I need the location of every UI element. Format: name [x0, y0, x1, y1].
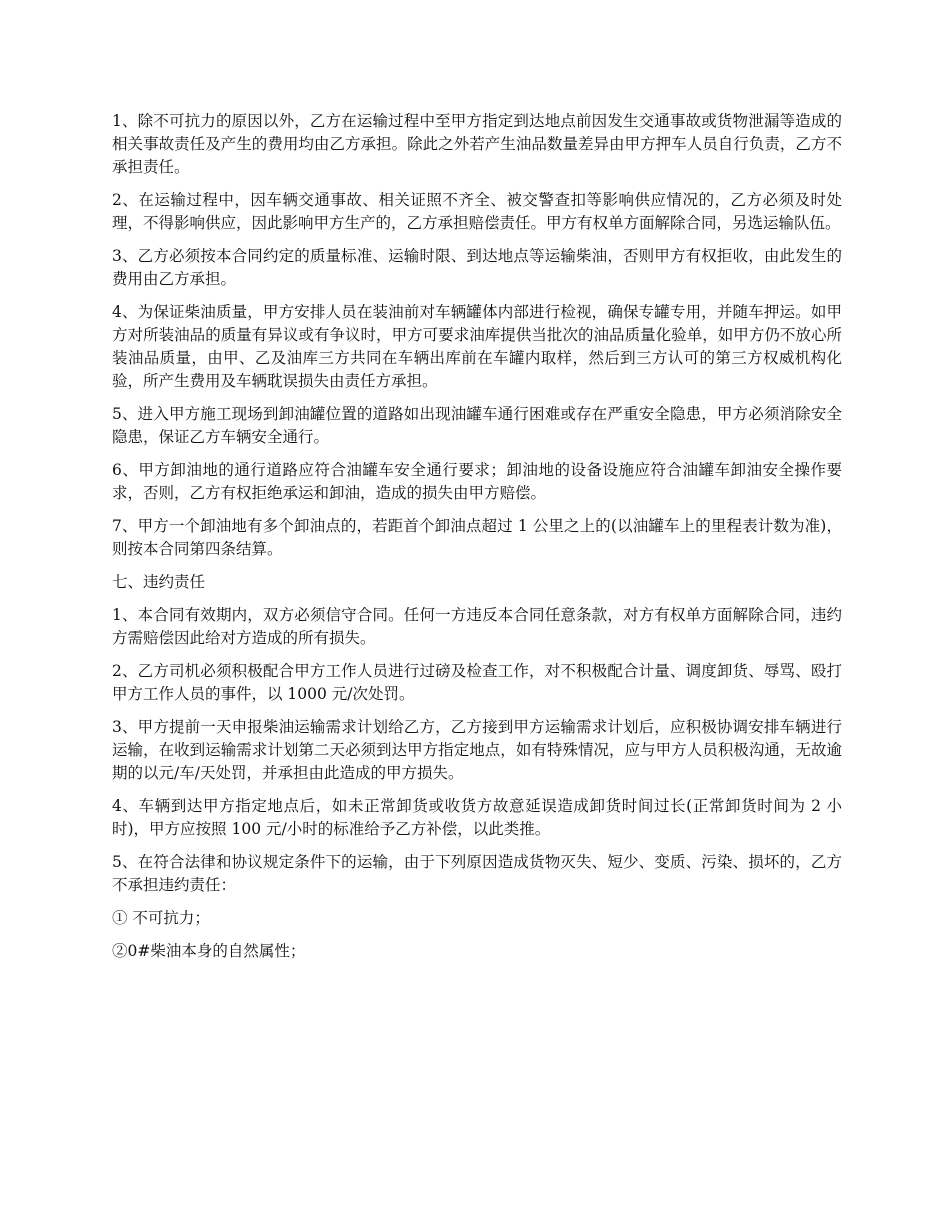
- clause-paragraph: 4、车辆到达甲方指定地点后，如未正常卸货或收货方故意延误造成卸货时间过长(正常卸货时间为 2 小时)，甲方应按照 100 元/小时的标准给予乙方补偿，以此类推。: [112, 797, 842, 838]
- list-item: ②0#柴油本身的自然属性；: [112, 942, 306, 960]
- clause-paragraph: 4、为保证柴油质量，甲方安排人员在装油前对车辆罐体内部进行检视，确保专罐专用，并随车押运。如甲方对所装油品的质量有异议或有争议时，甲方可要求油库提供当批次的油品质量化验单，如甲方仍不放心所装油品质量，由甲、乙及油库三方共同在车辆出库前在车罐内取样，然后到三方认可的第三方权威机构化验，所产生费用及车辆耽误损失由责任方承担。: [112, 303, 842, 390]
- clause-paragraph: 1、除不可抗力的原因以外，乙方在运输过程中至甲方指定到达地点前因发生交通事故或货物泄漏等造成的相关事故责任及产生的费用均由乙方承担。除此之外若产生油品数量差异由甲方押车人员自行负责，乙方不承担责任。: [112, 112, 842, 176]
- clause-paragraph: 1、本合同有效期内，双方必须信守合同。任何一方违反本合同任意条款，对方有权单方面解除合同，违约方需赔偿因此给对方造成的所有损失。: [112, 606, 842, 647]
- clause-paragraph: 5、进入甲方施工现场到卸油罐位置的道路如出现油罐车通行困难或存在严重安全隐患，甲方必须消除安全隐患，保证乙方车辆安全通行。: [112, 405, 842, 446]
- list-item: ① 不可抗力；: [112, 909, 210, 927]
- clause-paragraph: 5、在符合法律和协议规定条件下的运输，由于下列原因造成货物灭失、短少、变质、污染、损坏的，乙方不承担违约责任：: [112, 853, 842, 894]
- clause-paragraph: 6、甲方卸油地的通行道路应符合油罐车安全通行要求；卸油地的设备设施应符合油罐车卸油安全操作要求，否则，乙方有权拒绝承运和卸油，造成的损失由甲方赔偿。: [112, 461, 842, 502]
- clause-paragraph: 3、甲方提前一天申报柴油运输需求计划给乙方，乙方接到甲方运输需求计划后，应积极协调安排车辆进行运输，在收到运输需求计划第二天必须到达甲方指定地点，如有特殊情况，应与甲方人员积极沟通，无故逾期的以元/车/天处罚，并承担由此造成的甲方损失。: [112, 718, 842, 782]
- clause-paragraph: 2、在运输过程中，因车辆交通事故、相关证照不齐全、被交警查扣等影响供应情况的，乙方必须及时处理，不得影响供应，因此影响甲方生产的，乙方承担赔偿责任。甲方有权单方面解除合同，另选运输队伍。: [112, 191, 842, 232]
- clause-paragraph: 7、甲方一个卸油地有多个卸油点的，若距首个卸油点超过 1 公里之上的(以油罐车上的里程表计数为准)，则按本合同第四条结算。: [112, 517, 842, 558]
- clause-paragraph: 3、乙方必须按本合同约定的质量标准、运输时限、到达地点等运输柴油，否则甲方有权拒收，由此发生的费用由乙方承担。: [112, 247, 842, 288]
- document-body: [112, 110, 842, 973]
- clause-paragraph: 2、乙方司机必须积极配合甲方工作人员进行过磅及检查工作，对不积极配合计量、调度卸货、辱骂、殴打甲方工作人员的事件，以 1000 元/次处罚。: [112, 662, 842, 703]
- section-heading: 七、违约责任: [112, 573, 206, 591]
